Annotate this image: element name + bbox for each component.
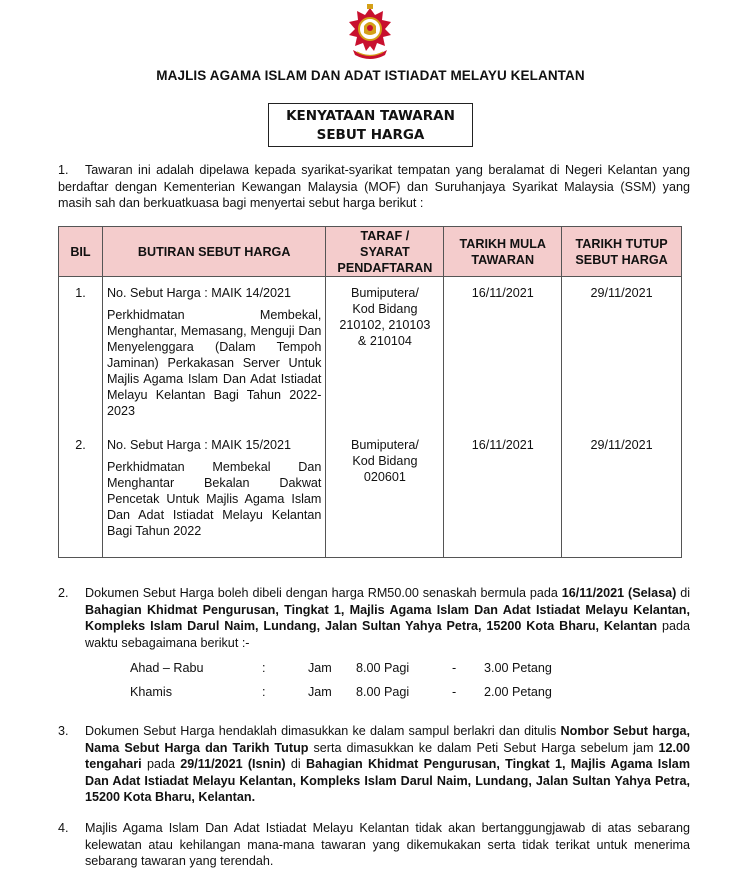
cell-tarikh-mula: 16/11/2021 bbox=[444, 429, 562, 558]
text-run: serta dimasukkan ke dalam Peti Sebut Harga sebelum jam bbox=[308, 740, 659, 755]
header-taraf-line3: PENDAFTARAN bbox=[337, 260, 433, 275]
header-taraf bbox=[326, 227, 444, 277]
paragraph-4 bbox=[58, 820, 690, 870]
cell-bil: 2. bbox=[59, 429, 103, 558]
hours-dash: - bbox=[452, 685, 457, 699]
cell-taraf bbox=[326, 429, 444, 558]
paragraph-1 bbox=[58, 162, 690, 212]
paragraph-text: Majlis Agama Islam Dan Adat Istiadat Melayu Kelantan tidak akan bertanggungjawab di atas sebarang kelewatan atau kehilangan mana-mana tawaran yang dikemukakan serta tidak terikat untuk menerima sebarang tawaran yang terendah. bbox=[85, 821, 690, 868]
text-run: di bbox=[676, 586, 690, 600]
hours-day: Ahad – Rabu bbox=[130, 661, 204, 675]
header-bil: BIL bbox=[59, 227, 103, 277]
paragraph-number: 4. bbox=[58, 821, 69, 835]
hours-from: 8.00 Pagi bbox=[356, 661, 410, 675]
hours-day: Khamis bbox=[130, 685, 172, 699]
cell-taraf bbox=[326, 277, 444, 429]
header-taraf-line1: TARAF / bbox=[360, 228, 410, 243]
table-header-row bbox=[59, 227, 682, 277]
text-run: pada bbox=[141, 757, 181, 771]
header-mula-line1: TARIKH MULA bbox=[459, 236, 547, 251]
paragraph-number: 2. bbox=[58, 586, 69, 600]
tender-table bbox=[58, 226, 682, 558]
tender-detail: Perkhidmatan Membekal, Menghantar, Memasang, Menguji Dan Menyelenggara (Dalam Tempoh Jaminan) Perkakasan Server Untuk Majlis Agama Islam Dan Adat Istiadat Melayu Kelantan Bagi Tahun 2022-2023 bbox=[106, 308, 322, 418]
taraf-line1: Bumiputera/ bbox=[350, 286, 419, 300]
header-taraf-line2: SYARAT bbox=[360, 244, 410, 259]
text-run-bold: 29/11/2021 (Isnin) bbox=[180, 757, 286, 771]
hours-to: 2.00 Petang bbox=[484, 685, 552, 699]
header-tarikh-tutup bbox=[562, 227, 682, 277]
text-run: Dokumen Sebut Harga hendaklah dimasukkan ke dalam sampul berlakri dan ditulis bbox=[85, 724, 561, 738]
cell-butiran bbox=[102, 277, 325, 429]
paragraph-text: Tawaran ini adalah dipelawa kepada syarikat-syarikat tempatan yang beralamat di Negeri Kelantan yang berdaftar dengan Kementerian Kewangan Malaysia (MOF) dan Suruhanjaya Syarikat Malaysia (SSM) yang masih sah dan berkuatkuasa bagi menyertai sebut harga berikut : bbox=[58, 163, 690, 210]
document-title-line2: SEBUT HARGA bbox=[316, 127, 425, 143]
cell-butiran bbox=[102, 429, 325, 558]
text-run-bold: Nombor Sebut harga, Nama Sebut Harga dan Tarikh Tutup bbox=[85, 724, 691, 755]
document-title-line1: KENYATAAN TAWARAN bbox=[286, 108, 455, 124]
tender-detail: Perkhidmatan Membekal Dan Menghantar Bekalan Dakwat Pencetak Untuk Majlis Agama Islam Dan Adat Istiadat Melayu Kelantan Bagi Tahun 2022 bbox=[106, 459, 322, 538]
header-butiran: BUTIRAN SEBUT HARGA bbox=[102, 227, 325, 277]
text-run-bold: 16/11/2021 (Selasa) bbox=[561, 586, 677, 600]
text-run: Dokumen Sebut Harga boleh dibeli dengan harga RM50.00 senaskah bermula pada bbox=[85, 586, 562, 600]
hours-to: 3.00 Petang bbox=[484, 661, 552, 675]
hours-colon: : bbox=[262, 685, 266, 699]
hours-colon: : bbox=[262, 661, 266, 675]
text-run: pada waktu sebagaimana berikut :- bbox=[85, 619, 690, 650]
paragraph-text bbox=[85, 723, 690, 806]
header-mula-line2: TAWARAN bbox=[471, 252, 535, 267]
paragraph-number: 3. bbox=[58, 724, 69, 738]
text-run-bold: Bahagian Khidmat Pengurusan, Tingkat 1, Majlis Agama Islam Dan Adat Istiadat Melayu Kelantan, Kompleks Islam Darul Naim, Lundang, Jalan Sultan Yahya Petra, 15200 Kota Bharu, Kelantan. bbox=[85, 757, 691, 804]
paragraph-number: 1. bbox=[58, 163, 69, 177]
cell-tarikh-tutup: 29/11/2021 bbox=[562, 277, 682, 429]
taraf-line2: Kod Bidang bbox=[352, 302, 418, 316]
tender-reference: No. Sebut Harga : MAIK 14/2021 bbox=[106, 286, 292, 300]
text-run-bold: Bahagian Khidmat Pengurusan, Tingkat 1, Majlis Agama Islam Dan Adat Istiadat Melayu Kelantan, Kompleks Islam Darul Naim, Lundang, Jalan Sultan Yahya Petra, 15200 Kota Bharu, Kelantan bbox=[85, 602, 690, 633]
taraf-line3: 020601 bbox=[363, 469, 406, 484]
tender-reference: No. Sebut Harga : MAIK 15/2021 bbox=[106, 437, 292, 452]
hours-from: 8.00 Pagi bbox=[356, 685, 410, 699]
header-tutup-line1: TARIKH TUTUP bbox=[575, 236, 668, 251]
emblem-logo bbox=[339, 2, 401, 64]
hours-jam: Jam bbox=[308, 661, 332, 675]
header-tarikh-mula bbox=[444, 227, 562, 277]
hours-jam: Jam bbox=[308, 685, 332, 699]
paragraph-3 bbox=[58, 723, 690, 806]
table-row bbox=[59, 429, 682, 558]
taraf-line1: Bumiputera/ bbox=[350, 437, 419, 452]
taraf-line3: 210102, 210103 bbox=[339, 318, 431, 332]
cell-tarikh-mula: 16/11/2021 bbox=[444, 277, 562, 429]
header-tutup-line2: SEBUT HARGA bbox=[575, 252, 668, 267]
taraf-line4: & 210104 bbox=[357, 334, 412, 348]
cell-bil: 1. bbox=[59, 277, 103, 429]
document-title-box bbox=[268, 103, 473, 147]
paragraph-text bbox=[85, 585, 690, 651]
hours-dash: - bbox=[452, 661, 457, 675]
text-run: di bbox=[285, 757, 306, 771]
table-row bbox=[59, 277, 682, 429]
text-run-bold: 12.00 tengahari bbox=[85, 740, 690, 771]
cell-tarikh-tutup: 29/11/2021 bbox=[562, 429, 682, 558]
paragraph-2 bbox=[58, 585, 690, 651]
taraf-line2: Kod Bidang bbox=[352, 453, 418, 468]
organization-title: MAJLIS AGAMA ISLAM DAN ADAT ISTIADAT MELAYU KELANTAN bbox=[156, 68, 585, 83]
